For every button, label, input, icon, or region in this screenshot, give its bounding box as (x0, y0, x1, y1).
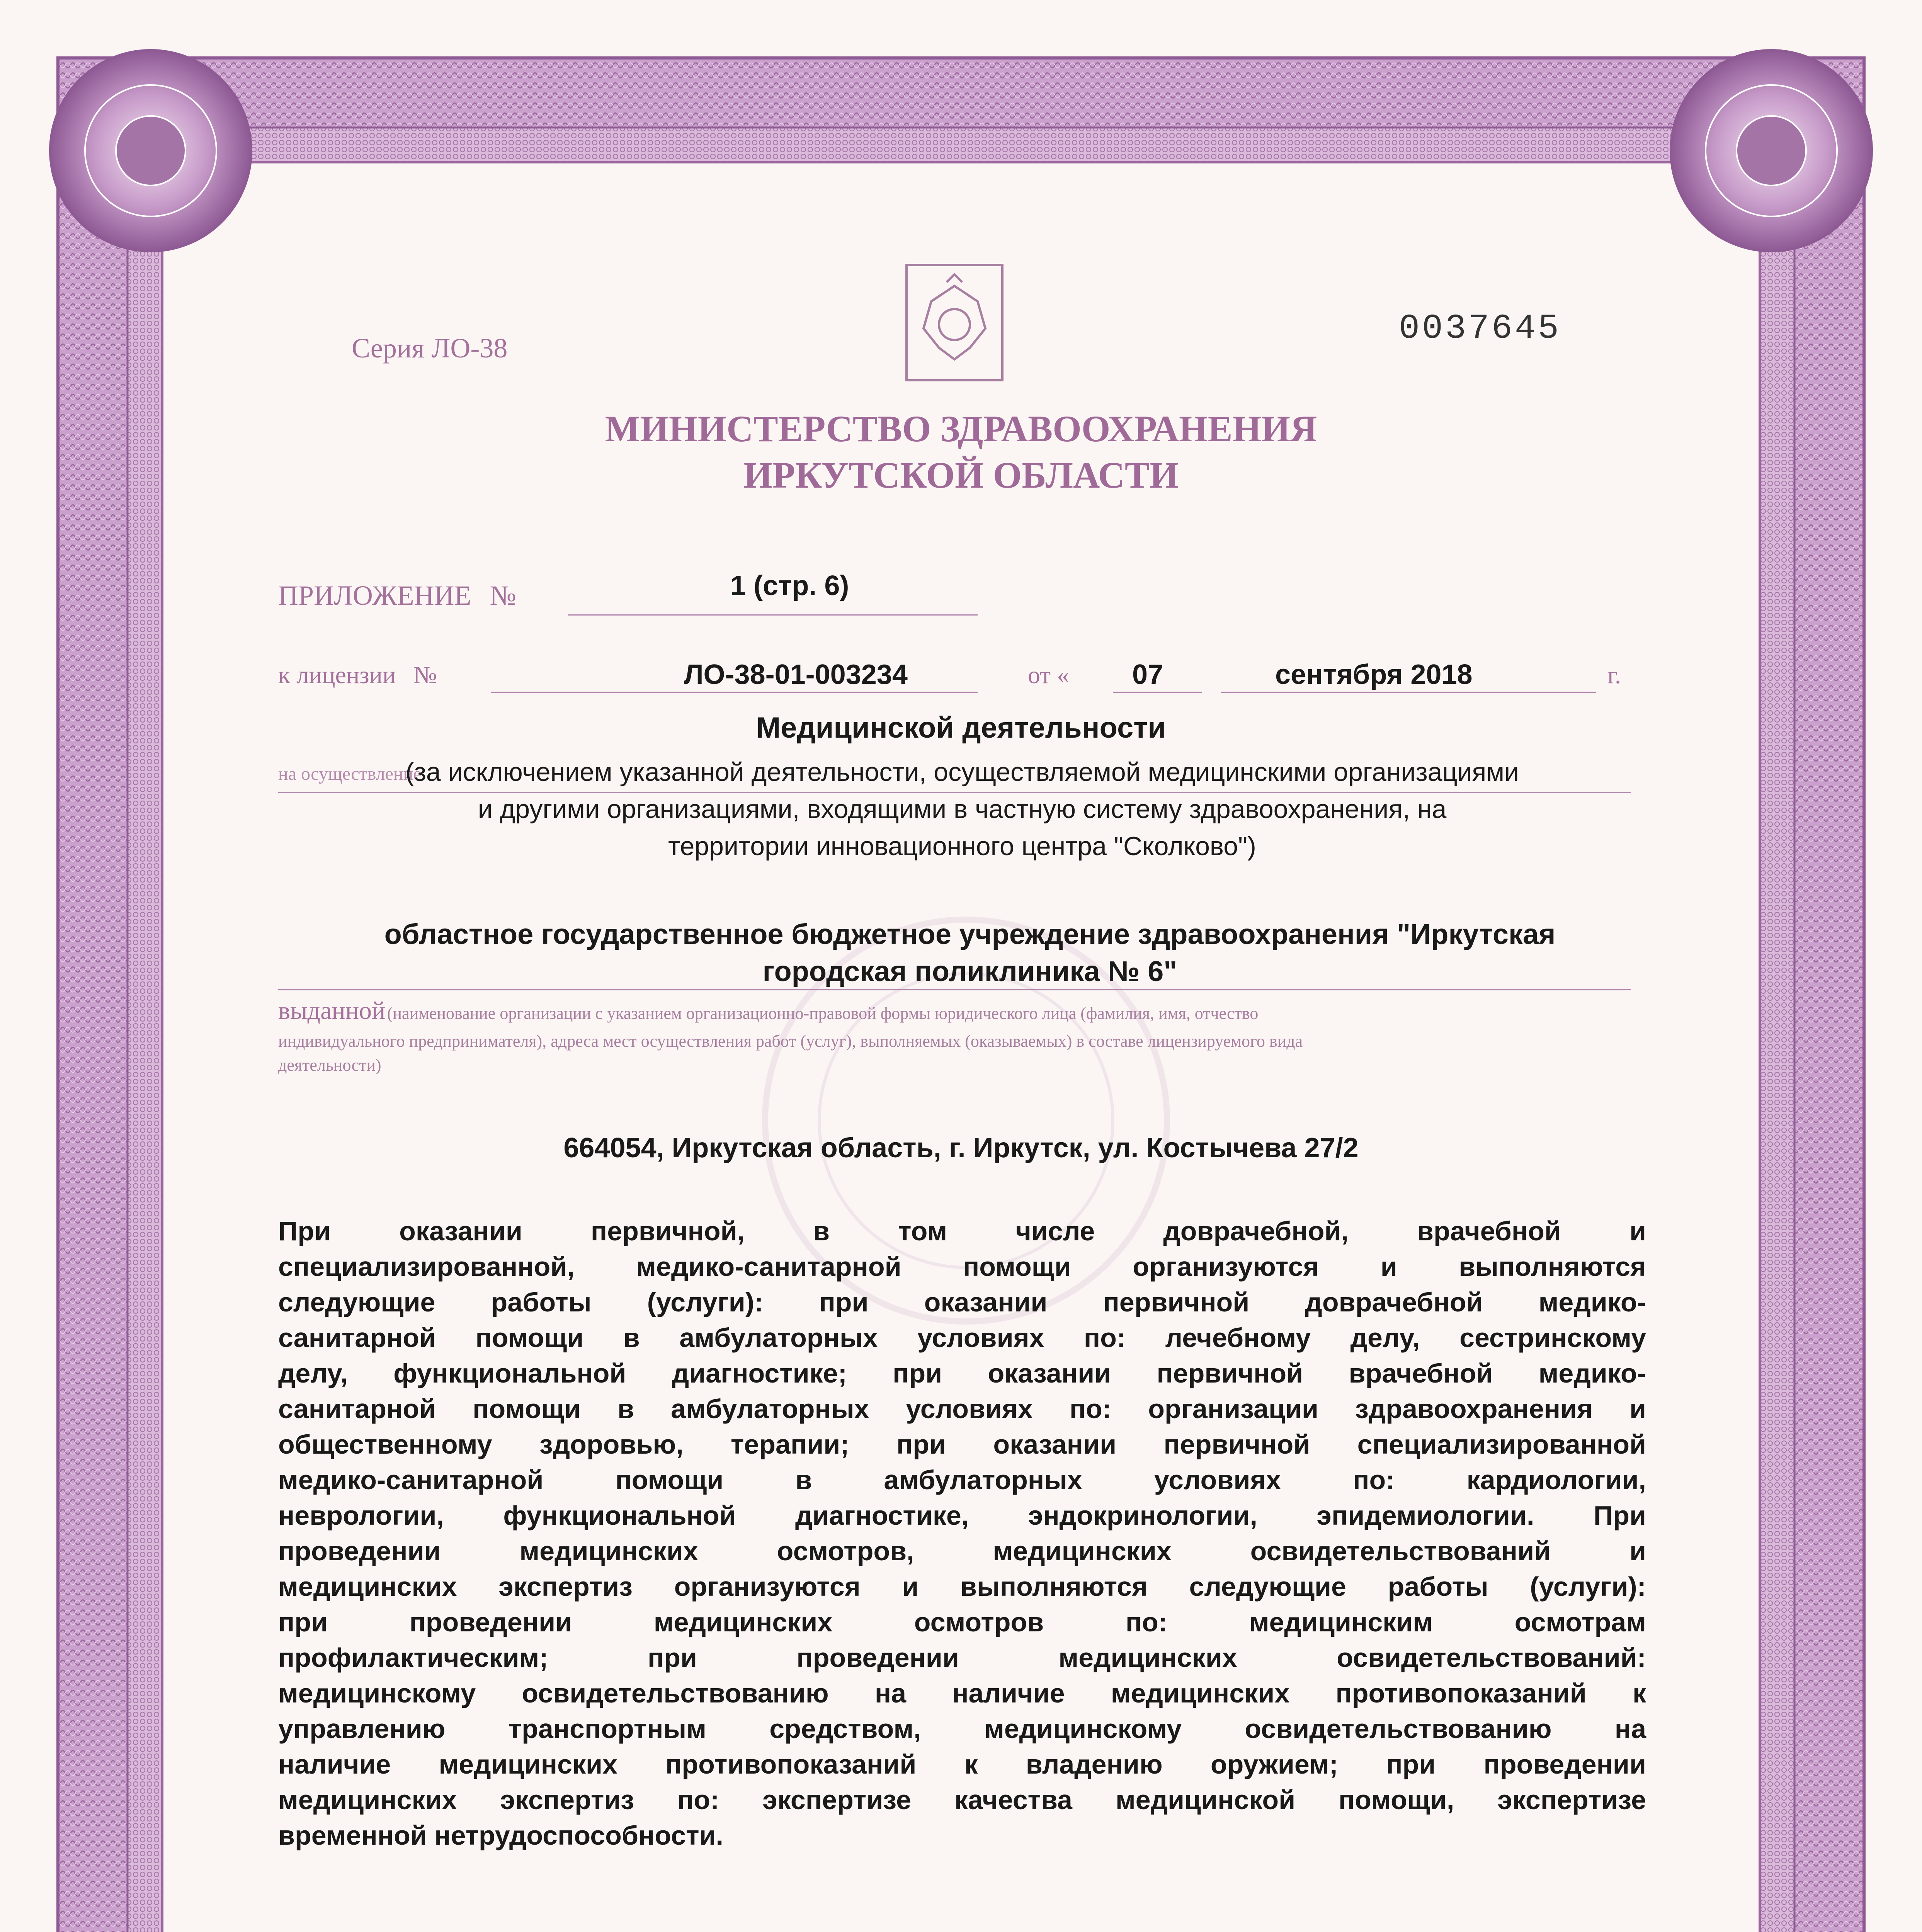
appendix-no-sign: № (490, 580, 517, 611)
activity-overprint-caption: на осуществление (278, 764, 422, 784)
appendix-label (278, 580, 516, 612)
activity-line2: и другими организациями, входящими в частную систему здравоохранения, на (478, 794, 1447, 824)
appendix-underline (568, 614, 978, 616)
license-no-sign: № (413, 661, 437, 689)
form-number: 0037645 (1399, 309, 1561, 349)
caption-line3: деятельности) (278, 1056, 381, 1075)
body-line: медико-санитарной помощи в амбулаторных условиях по: кардиологии, (278, 1465, 1646, 1495)
license-from: от « (1028, 661, 1070, 689)
body-line: наличие медицинских противопоказаний к владению оружием; при проведении (278, 1749, 1646, 1779)
license-day-underline (1113, 692, 1202, 693)
license-year-suffix: г. (1607, 661, 1621, 689)
issued-label: выданной (278, 997, 386, 1025)
body-line: профилактическим; при проведении медицинских освидетельствований: (278, 1643, 1646, 1673)
license-number: ЛО-38-01-003234 (684, 659, 908, 690)
license-label (278, 661, 437, 689)
body-line: следующие работы (услуги): при оказании первичной доврачебной медико- (278, 1287, 1646, 1317)
ministry-line1: МИНИСТЕРСТВО ЗДРАВООХРАНЕНИЯ (605, 408, 1317, 449)
appendix-value: 1 (стр. 6) (730, 570, 849, 601)
body-line: специализированной, медико-санитарной помощи организуются и выполняются (278, 1252, 1646, 1282)
series-label: Серия ЛО-38 (352, 333, 508, 364)
body-line: общественному здоровью, терапии; при оказании первичной специализированной (278, 1429, 1646, 1459)
corner-rosette-icon (50, 50, 251, 251)
body-line: проведении медицинских осмотров, медицинских освидетельствований и (278, 1536, 1646, 1566)
activity-title: Медицинской деятельности (756, 711, 1166, 744)
body-line: медицинских экспертиз организуются и выполняются следующие работы (услуги): (278, 1571, 1646, 1602)
license-month-year: сентября 2018 (1275, 659, 1473, 690)
caption-line1: (наименование организации с указанием организационно-правовой формы юридического лица (фамилия, имя, отчество (387, 1004, 1259, 1023)
appendix-word: ПРИЛОЖЕНИЕ (278, 580, 471, 611)
body-line: санитарной помощи в амбулаторных условиях по: организации здравоохранения и (278, 1394, 1646, 1424)
organization-line1: областное государственное бюджетное учреждение здравоохранения "Иркутская (384, 918, 1556, 950)
organization-line2: городская поликлиника № 6" (762, 955, 1177, 987)
body-line: медицинских экспертиз по: экспертизе качества медицинской помощи, экспертизе (278, 1785, 1646, 1815)
body-line: при проведении медицинских осмотров по: медицинским осмотрам (278, 1607, 1646, 1637)
license-word: к лицензии (278, 661, 396, 689)
body-line: медицинскому освидетельствованию на наличие медицинских противопоказаний к (278, 1678, 1646, 1708)
license-number-underline (491, 692, 978, 693)
organization-name (294, 916, 1646, 990)
ministry-line2: ИРКУТСКОЙ ОБЛАСТИ (743, 454, 1179, 496)
corner-rosette-icon (1671, 50, 1872, 251)
address: 664054, Иркутская область, г. Иркутск, ул. Костычева 27/2 (563, 1133, 1359, 1163)
organization-caption (278, 999, 1638, 1077)
body-line: временной нетрудоспособности. (278, 1820, 723, 1850)
activity-line1: (за исключением указанной деятельности, осуществляемой медицинскими организациями (405, 757, 1519, 787)
body-line: делу, функциональной диагностике; при оказании первичной врачебной медико- (278, 1358, 1646, 1388)
license-month-underline (1221, 692, 1596, 693)
body-line: санитарной помощи в амбулаторных условиях по: лечебному делу, сестринскому (278, 1323, 1646, 1353)
coat-of-arms-icon (904, 263, 1005, 383)
body-line: При оказании первичной, в том числе доврачебной, врачебной и (278, 1216, 1646, 1246)
license-day: 07 (1132, 659, 1163, 690)
caption-line2: индивидуального предпринимателя), адреса мест осуществления работ (услуг), выполняемых (оказываемых) в составе лицензируемого вида (278, 1032, 1303, 1051)
body-line: неврологии, функциональной диагностике, эндокринологии, эпидемиологии. При (278, 1500, 1646, 1531)
organization-underline (278, 989, 1631, 990)
activity-description (263, 753, 1662, 865)
activity-line3: территории инновационного центра "Сколково") (668, 832, 1256, 861)
licensed-services-text (278, 1213, 1646, 1853)
ministry-title (0, 406, 1922, 498)
body-line: управлению транспортным средством, медицинскому освидетельствованию на (278, 1714, 1646, 1744)
activity-underline (278, 792, 1631, 793)
